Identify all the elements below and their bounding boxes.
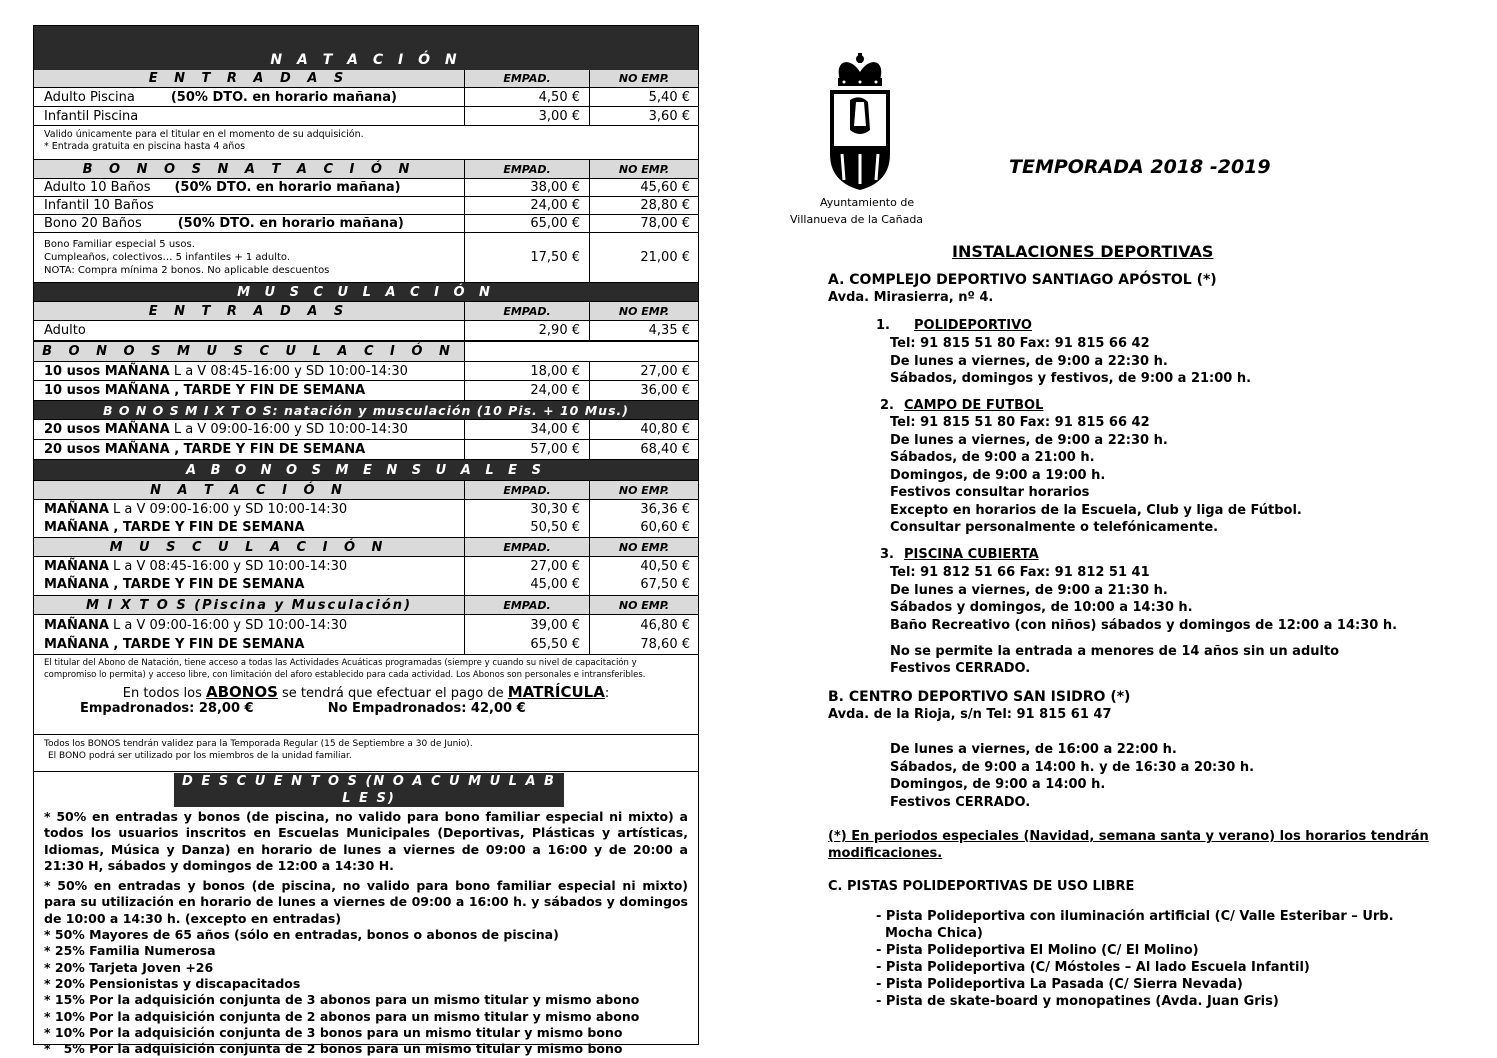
row-label: Bono 20 Baños bbox=[44, 216, 142, 231]
price-noemp: 60,60 € bbox=[640, 519, 690, 535]
item-lines bbox=[890, 564, 1397, 634]
price-empad: 4,50 € bbox=[464, 88, 589, 106]
price-empad: 34,00 € bbox=[464, 420, 589, 439]
matricula-word: MATRÍCULA bbox=[507, 683, 605, 701]
matricula-post: : bbox=[604, 686, 610, 701]
table-row bbox=[34, 197, 698, 215]
row-label-bold: MAÑANA , TARDE Y FIN DE SEMANA bbox=[44, 519, 305, 535]
special-note: (*) En periodos especiales (Navidad, semana santa y verano) los horarios tendrán bbox=[828, 829, 1429, 844]
bonos-natacion-header-row bbox=[34, 160, 698, 179]
col-noemp: NO EMP. bbox=[589, 538, 698, 556]
descuentos-item: * 50% Mayores de 65 años (sólo en entradas, bonos o abonos de piscina) bbox=[44, 927, 559, 943]
price-empad: 24,00 € bbox=[464, 381, 589, 400]
row-label-rest: L a V 09:00-16:00 y SD 10:00-14:30 bbox=[108, 501, 348, 517]
item-number: 2. bbox=[880, 398, 894, 413]
item-line: Sábados y domingos, de 10:00 a 14:30 h. bbox=[890, 600, 1193, 615]
item-lines bbox=[890, 335, 1251, 388]
row-label-bold: MAÑANA , TARDE Y FIN DE SEMANA bbox=[44, 636, 305, 652]
section-c-title: C. PISTAS POLIDEPORTIVAS DE USO LIBRE bbox=[828, 879, 1135, 894]
temporada-title: TEMPORADA 2018 -2019 bbox=[1009, 156, 1271, 178]
coat-of-arms-logo bbox=[826, 50, 894, 192]
item-line: Tel: 91 815 51 80 Fax: 91 815 66 42 bbox=[890, 336, 1150, 351]
row-label-rest: L a V 09:00-16:00 y SD 10:00-14:30 bbox=[169, 422, 408, 437]
col-noemp: NO EMP. bbox=[589, 596, 698, 614]
pista-item: - Pista Polideportiva El Molino (C/ El Molino) bbox=[876, 943, 1199, 958]
price-empad: 65,00 € bbox=[464, 215, 589, 232]
item-line: Sábados, domingos y festivos, de 9:00 a 21:00 h. bbox=[890, 371, 1252, 386]
table-row bbox=[34, 362, 698, 381]
item-title: CAMPO DE FUTBOL bbox=[904, 398, 1044, 413]
descuentos-item: * 20% Pensionistas y discapacitados bbox=[44, 975, 301, 991]
matricula-pre: En todos los bbox=[122, 686, 206, 701]
row-label-bold: MAÑANA , TARDE Y FIN DE SEMANA bbox=[44, 577, 305, 592]
item-line: De lunes a viernes, de 9:00 a 22:30 h. bbox=[890, 353, 1168, 369]
musc-entradas-header: E N T R A D A S bbox=[148, 303, 350, 319]
familiar-line: NOTA: Compra mínima 2 bonos. No aplicable descuentos bbox=[44, 265, 330, 276]
ayto-line: Ayuntamiento de bbox=[820, 196, 915, 209]
table-row bbox=[34, 381, 698, 401]
matricula-line bbox=[44, 683, 688, 701]
bono-familiar-row bbox=[34, 233, 698, 283]
bonos-validez-line: Todos los BONOS tendrán validez para la Temporada Regular (15 de Septiembre a 30 de Junio). bbox=[44, 739, 473, 749]
col-empad: EMPAD. bbox=[464, 596, 589, 614]
table-row bbox=[34, 440, 698, 460]
pista-item: Mocha Chica) bbox=[876, 926, 983, 941]
price-empad: 18,00 € bbox=[464, 362, 589, 380]
col-empad: EMPAD. bbox=[464, 160, 589, 178]
item-line: Tel: 91 812 51 66 Fax: 91 812 51 41 bbox=[890, 565, 1150, 580]
row-note: (50% DTO. en horario mañana) bbox=[174, 180, 401, 195]
price-empad: 27,00 € bbox=[530, 559, 580, 574]
descuentos-list bbox=[44, 927, 688, 1057]
abonos-section-header: N A T A C I Ó N bbox=[150, 482, 348, 498]
section-a-title: A. COMPLEJO DEPORTIVO SANTIAGO APÓSTOL (*) bbox=[828, 272, 1217, 288]
price-noemp: 78,00 € bbox=[589, 215, 698, 232]
descuentos-paragraph: * 50% en entradas y bonos (de piscina, no valido para bono familiar especial ni mixto) a todos los usuarios inscritos en Escuelas Municipales (Deportivas, Plásticas y artísticas, Idiomas, Música y Danza) en horario de lunes a viernes de 09:00 a 16:00 y de 20:00 a 21:30 H, sábados y domingos de 12:00 a 14:30 H. bbox=[44, 809, 688, 873]
entradas-note-line: * Entrada gratuita en piscina hasta 4 años bbox=[44, 141, 246, 152]
row-label-bold: MAÑANA bbox=[44, 617, 109, 633]
section-b-address: Avda. de la Rioja, s/n Tel: 91 815 61 47 bbox=[828, 707, 1112, 722]
price-empad: 30,30 € bbox=[530, 501, 580, 517]
abonos-title-band bbox=[34, 460, 698, 481]
descuentos-title: D E S C U E N T O S (N O A C U M U L A B L E S) bbox=[174, 773, 564, 807]
price-noemp: 36,36 € bbox=[640, 501, 690, 517]
instalaciones-title: INSTALACIONES DEPORTIVAS bbox=[952, 242, 1214, 261]
row-label: Adulto bbox=[44, 323, 86, 338]
descuentos-item: * 15% Por la adquisición conjunta de 3 abonos para un mismo titular y mismo abono bbox=[44, 992, 640, 1008]
item-note: Festivos CERRADO. bbox=[890, 661, 1031, 676]
item-line: Excepto en horarios de la Escuela, Club y liga de Fútbol. bbox=[890, 502, 1302, 518]
price-noemp: 4,35 € bbox=[589, 321, 698, 340]
descuentos-box bbox=[34, 772, 698, 1057]
abonos-title: A B O N O S M E N S U A L E S bbox=[186, 462, 546, 478]
item-lines bbox=[890, 414, 1302, 537]
descuentos-item: * 10% Por la adquisición conjunta de 2 abonos para un mismo titular y mismo abono bbox=[44, 1008, 640, 1024]
table-row bbox=[34, 88, 698, 107]
price-empad: 45,00 € bbox=[530, 577, 580, 592]
section-b-lines bbox=[890, 741, 1254, 811]
col-empad: EMPAD. bbox=[464, 302, 589, 320]
item-title: PISCINA CUBIERTA bbox=[904, 547, 1039, 562]
table-row bbox=[34, 107, 698, 126]
price-noemp: 27,00 € bbox=[589, 362, 698, 380]
price-noemp: 68,40 € bbox=[589, 440, 698, 459]
row-note: (50% DTO. en horario mañana) bbox=[177, 216, 404, 231]
instalaciones-panel bbox=[790, 0, 1480, 1058]
matricula-prices bbox=[44, 701, 688, 716]
descuentos-item: * 20% Tarjeta Joven +26 bbox=[44, 959, 214, 975]
matricula-empad: Empadronados: 28,00 € bbox=[80, 701, 254, 716]
price-table bbox=[33, 25, 699, 1057]
item-line: Tel: 91 815 51 80 Fax: 91 815 66 42 bbox=[890, 415, 1150, 430]
price-noemp: 78,60 € bbox=[640, 636, 690, 652]
item-line: Baño Recreativo (con niños) sábados y domingos de 12:00 a 14:30 h. bbox=[890, 617, 1398, 633]
row-label-bold: MAÑANA bbox=[44, 501, 109, 517]
section-a-address: Avda. Mirasierra, nº 4. bbox=[828, 290, 994, 305]
col-noemp: NO EMP. bbox=[589, 70, 698, 87]
musculacion-title: M U S C U L A C I Ó N bbox=[237, 284, 495, 300]
price-noemp: 21,00 € bbox=[589, 233, 698, 282]
col-noemp: NO EMP. bbox=[589, 302, 698, 320]
matricula-abonos: ABONOS bbox=[205, 683, 278, 701]
abonos-section-rows bbox=[34, 557, 698, 596]
item-line: De lunes a viernes, de 9:00 a 21:30 h. bbox=[890, 582, 1168, 598]
ayto-line: Villanueva de la Cañada bbox=[790, 213, 924, 226]
price-noemp: 67,50 € bbox=[640, 577, 690, 592]
pista-item: - Pista Polideportiva (C/ Móstoles – Al lado Escuela Infantil) bbox=[876, 960, 1310, 975]
price-noemp: 40,50 € bbox=[640, 559, 690, 574]
section-c-list bbox=[876, 908, 1394, 1010]
natacion-title: N A T A C I Ó N bbox=[270, 52, 462, 68]
price-empad: 38,00 € bbox=[464, 179, 589, 196]
price-noemp: 45,60 € bbox=[589, 179, 698, 196]
abono-note: El titular del Abono de Natación, tiene acceso a todas las Actividades Acuáticas programadas (siempre y cuando su nivel de capacitación y compromiso lo permita) y acceso libre, con limitación del aforo establecido para cada actividad. Los Abonos son personales e intransferibles. bbox=[44, 658, 646, 680]
price-noemp: 3,60 € bbox=[589, 107, 698, 125]
bonos-mixtos-header: B O N O S M I X T O S: natación y musculación (10 Pis. + 10 Mus.) bbox=[103, 402, 629, 418]
musculacion-title-band bbox=[34, 283, 698, 302]
col-empad: EMPAD. bbox=[464, 481, 589, 499]
familiar-line: Bono Familiar especial 5 usos. bbox=[44, 239, 195, 250]
matricula-box bbox=[34, 655, 698, 735]
descuentos-item: * 5% Por la adquisición conjunta de 2 bonos para un mismo titular y mismo bono bbox=[44, 1041, 623, 1057]
descuentos-item: * 25% Familia Numerosa bbox=[44, 943, 216, 959]
price-empad: 65,50 € bbox=[530, 636, 580, 652]
familiar-line: Cumpleaños, colectivos… 5 infantiles + 1 adulto. bbox=[44, 252, 291, 263]
table-row bbox=[34, 321, 698, 342]
price-noemp: 28,80 € bbox=[589, 197, 698, 214]
abonos-section-header: M I X T O S (Piscina y Musculación) bbox=[85, 597, 413, 613]
entradas-header-row bbox=[34, 70, 698, 88]
col-noemp: NO EMP. bbox=[589, 160, 698, 178]
entradas-note-line: Valido únicamente para el titular en el momento de su adquisición. bbox=[44, 129, 364, 140]
item-number: 1. bbox=[876, 318, 890, 333]
row-label-bold: 20 usos MAÑANA bbox=[44, 422, 170, 437]
pista-item: - Pista Polideportiva con iluminación artificial (C/ Valle Esteribar – Urb. bbox=[876, 909, 1394, 924]
musc-entradas-header-row bbox=[34, 302, 698, 321]
bonos-validez-line: El BONO podrá ser utilizado por los miembros de la unidad familiar. bbox=[48, 751, 352, 761]
item-note: No se permite la entrada a menores de 14 años sin un adulto bbox=[890, 644, 1340, 659]
item-line: Sábados, de 9:00 a 21:00 h. bbox=[890, 450, 1095, 465]
row-label-bold: 20 usos MAÑANA , TARDE Y FIN DE SEMANA bbox=[44, 442, 366, 457]
col-empad: EMPAD. bbox=[464, 70, 589, 87]
table-row bbox=[34, 179, 698, 197]
price-empad: 24,00 € bbox=[464, 197, 589, 214]
table-row bbox=[34, 420, 698, 440]
section-b-title: B. CENTRO DEPORTIVO SAN ISIDRO (*) bbox=[828, 689, 1131, 705]
schedule-line: Domingos, de 9:00 a 14:00 h. bbox=[890, 777, 1106, 792]
item-number: 3. bbox=[880, 547, 894, 562]
item-line: De lunes a viernes, de 9:00 a 22:30 h. bbox=[890, 432, 1168, 448]
special-note: modificaciones. bbox=[828, 846, 943, 861]
row-label: Infantil Piscina bbox=[44, 108, 139, 124]
row-note: (50% DTO. en horario mañana) bbox=[170, 89, 397, 105]
row-label: Adulto 10 Baños bbox=[44, 180, 151, 195]
matricula-mid: se tendrá que efectuar el pago de bbox=[277, 686, 508, 701]
table-row bbox=[34, 215, 698, 233]
item-line: Consultar personalmente o telefónicamente. bbox=[890, 520, 1219, 535]
bonos-validez bbox=[34, 735, 698, 772]
row-label: Infantil 10 Baños bbox=[44, 198, 154, 213]
descuentos-item: * 10% Por la adquisición conjunta de 3 bonos para un mismo titular y mismo bono bbox=[44, 1024, 623, 1040]
schedule-line: Festivos CERRADO. bbox=[890, 794, 1031, 810]
abonos-section-rows bbox=[34, 615, 698, 655]
price-empad: 39,00 € bbox=[530, 617, 580, 633]
abonos-section-rows bbox=[34, 500, 698, 538]
pista-item: - Pista Polideportiva La Pasada (C/ Sierra Nevada) bbox=[876, 977, 1243, 992]
item-line: Domingos, de 9:00 a 19:00 h. bbox=[890, 467, 1106, 483]
price-noemp: 5,40 € bbox=[589, 88, 698, 106]
price-noemp: 40,80 € bbox=[589, 420, 698, 439]
abonos-section-header-row bbox=[34, 596, 698, 615]
row-label-rest: L a V 09:00-16:00 y SD 10:00-14:30 bbox=[108, 617, 348, 633]
bonos-musc-header: B O N O S M U S C U L A C I Ó N bbox=[42, 344, 456, 359]
natacion-title-band bbox=[34, 26, 698, 70]
price-empad: 3,00 € bbox=[464, 107, 589, 125]
abonos-section-header-row bbox=[34, 481, 698, 500]
bonos-musc-header-row bbox=[34, 342, 698, 362]
row-label-rest: L a V 08:45-16:00 y SD 10:00-14:30 bbox=[169, 363, 408, 379]
item-line: Festivos consultar horarios bbox=[890, 485, 1090, 500]
price-empad: 17,50 € bbox=[464, 233, 589, 282]
price-noemp: 36,00 € bbox=[589, 381, 698, 400]
pista-item: - Pista de skate-board y monopatines (Avda. Juan Gris) bbox=[876, 994, 1279, 1009]
descuentos-paragraph: * 50% en entradas y bonos (de piscina, no valido para bono familiar especial ni mixto) para su utilización en horario de lunes a viernes de 09:00 a 16:00 h. y sábados y domingos de 10:00 a 14:30 h. (excepto en entradas) bbox=[44, 878, 688, 926]
matricula-noemp: No Empadronados: 42,00 € bbox=[327, 701, 526, 716]
col-empad: EMPAD. bbox=[464, 538, 589, 556]
col-noemp: NO EMP. bbox=[589, 481, 698, 499]
bonos-mixtos-band bbox=[34, 401, 698, 420]
entradas-note bbox=[34, 126, 698, 160]
price-empad: 57,00 € bbox=[464, 440, 589, 459]
price-empad: 2,90 € bbox=[464, 321, 589, 340]
bonos-natacion-header: B O N O S N A T A C I Ó N bbox=[82, 161, 416, 177]
row-label-rest: L a V 08:45-16:00 y SD 10:00-14:30 bbox=[108, 559, 348, 574]
abonos-section-header-row bbox=[34, 538, 698, 557]
schedule-line: De lunes a viernes, de 16:00 a 22:00 h. bbox=[890, 742, 1177, 757]
schedule-line: Sábados, de 9:00 a 14:00 h. y de 16:30 a 20:30 h. bbox=[890, 759, 1255, 775]
abonos-section-header: M U S C U L A C I Ó N bbox=[109, 539, 389, 555]
price-empad: 50,50 € bbox=[530, 519, 580, 535]
row-label: Adulto Piscina bbox=[44, 89, 135, 105]
row-label-bold: 10 usos MAÑANA , TARDE Y FIN DE SEMANA bbox=[44, 383, 366, 398]
row-label-bold: 10 usos MAÑANA bbox=[44, 363, 170, 379]
row-label-bold: MAÑANA bbox=[44, 559, 109, 574]
price-noemp: 46,80 € bbox=[640, 617, 690, 633]
item-title: POLIDEPORTIVO bbox=[914, 318, 1032, 333]
entradas-header: E N T R A D A S bbox=[148, 71, 350, 86]
